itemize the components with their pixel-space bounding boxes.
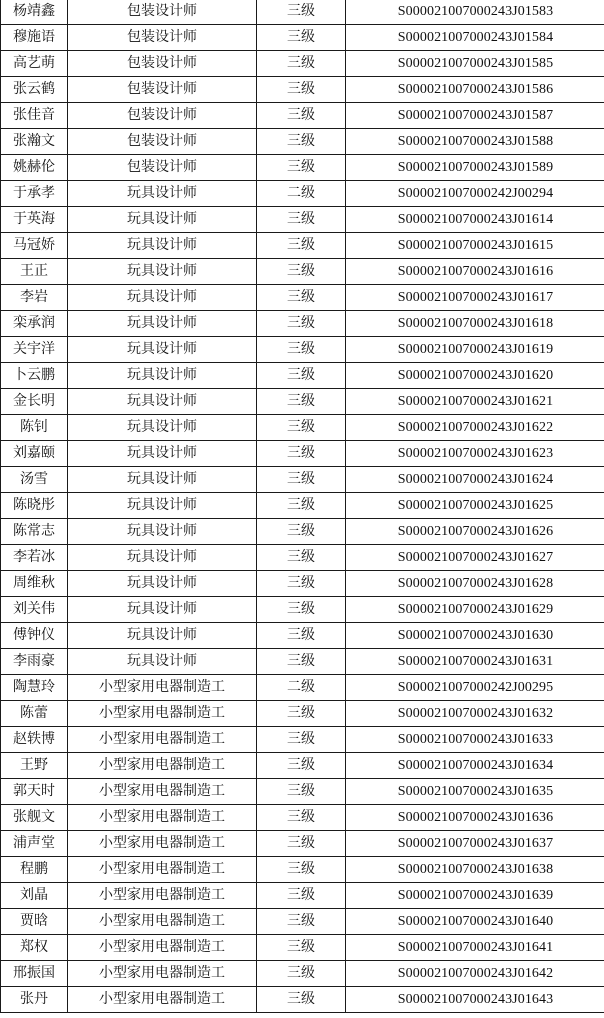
certificate-number-cell: S000021007000243J01643: [346, 987, 604, 1013]
certificate-number-cell: S000021007000243J01620: [346, 363, 604, 389]
table-row: [1, 311, 604, 337]
occupation-cell: 玩具设计师: [68, 181, 257, 207]
certificate-number-cell: S000021007000242J00295: [346, 675, 604, 701]
table-row: [1, 363, 604, 389]
certificate-number-cell: S000021007000243J01634: [346, 753, 604, 779]
table-row: [1, 441, 604, 467]
certificate-number-cell: S000021007000243J01630: [346, 623, 604, 649]
certificate-number-cell: S000021007000243J01639: [346, 883, 604, 909]
person-name-cell: 浦声堂: [1, 831, 68, 857]
certificate-number-cell: S000021007000243J01621: [346, 389, 604, 415]
table-row: [1, 649, 604, 675]
certificate-number-cell: S000021007000243J01637: [346, 831, 604, 857]
occupation-cell: 玩具设计师: [68, 389, 257, 415]
person-name-cell: 刘晶: [1, 883, 68, 909]
person-name-cell: 杨靖鑫: [1, 0, 68, 25]
certificate-number-cell: S000021007000243J01616: [346, 259, 604, 285]
certificate-number-cell: S000021007000243J01619: [346, 337, 604, 363]
table-row: [1, 727, 604, 753]
occupation-cell: 玩具设计师: [68, 597, 257, 623]
certificate-number-cell: S000021007000243J01586: [346, 77, 604, 103]
table-row: [1, 285, 604, 311]
occupation-cell: 小型家用电器制造工: [68, 701, 257, 727]
skill-level-cell: 三级: [257, 961, 346, 987]
occupation-cell: 包装设计师: [68, 51, 257, 77]
person-name-cell: 张丹: [1, 987, 68, 1013]
skill-level-cell: 三级: [257, 545, 346, 571]
occupation-cell: 玩具设计师: [68, 545, 257, 571]
table-row: [1, 181, 604, 207]
skill-level-cell: 三级: [257, 285, 346, 311]
certificate-number-cell: S000021007000243J01626: [346, 519, 604, 545]
certificate-number-cell: S000021007000243J01633: [346, 727, 604, 753]
table-row: [1, 805, 604, 831]
roster-table-body: [1, 0, 604, 1013]
certificate-number-cell: S000021007000243J01614: [346, 207, 604, 233]
table-row: [1, 857, 604, 883]
person-name-cell: 贾晗: [1, 909, 68, 935]
table-row: [1, 103, 604, 129]
person-name-cell: 刘关伟: [1, 597, 68, 623]
skill-level-cell: 三级: [257, 857, 346, 883]
occupation-cell: 玩具设计师: [68, 441, 257, 467]
person-name-cell: 程鹏: [1, 857, 68, 883]
certificate-number-cell: S000021007000243J01623: [346, 441, 604, 467]
skill-level-cell: 三级: [257, 753, 346, 779]
skill-level-cell: 三级: [257, 597, 346, 623]
skill-level-cell: 三级: [257, 129, 346, 155]
person-name-cell: 赵轶博: [1, 727, 68, 753]
table-row: [1, 129, 604, 155]
skill-level-cell: 二级: [257, 181, 346, 207]
occupation-cell: 玩具设计师: [68, 467, 257, 493]
person-name-cell: 张佳音: [1, 103, 68, 129]
skill-level-cell: 三级: [257, 103, 346, 129]
table-row: [1, 909, 604, 935]
person-name-cell: 王正: [1, 259, 68, 285]
skill-level-cell: 三级: [257, 519, 346, 545]
skill-level-cell: 三级: [257, 701, 346, 727]
certificate-number-cell: S000021007000243J01635: [346, 779, 604, 805]
table-row: [1, 519, 604, 545]
table-row: [1, 883, 604, 909]
skill-level-cell: 三级: [257, 909, 346, 935]
table-row: [1, 623, 604, 649]
certificate-number-cell: S000021007000243J01618: [346, 311, 604, 337]
certificate-number-cell: S000021007000243J01629: [346, 597, 604, 623]
occupation-cell: 玩具设计师: [68, 363, 257, 389]
table-row: [1, 493, 604, 519]
table-row: [1, 51, 604, 77]
person-name-cell: 于英海: [1, 207, 68, 233]
person-name-cell: 陈晓彤: [1, 493, 68, 519]
certificate-number-cell: S000021007000243J01628: [346, 571, 604, 597]
skill-level-cell: 二级: [257, 675, 346, 701]
certificate-number-cell: S000021007000243J01583: [346, 0, 604, 25]
occupation-cell: 小型家用电器制造工: [68, 935, 257, 961]
certificate-number-cell: S000021007000243J01588: [346, 129, 604, 155]
skill-level-cell: 三级: [257, 441, 346, 467]
skill-level-cell: 三级: [257, 363, 346, 389]
occupation-cell: 玩具设计师: [68, 493, 257, 519]
person-name-cell: 王野: [1, 753, 68, 779]
occupation-cell: 玩具设计师: [68, 259, 257, 285]
occupation-cell: 小型家用电器制造工: [68, 987, 257, 1013]
skill-level-cell: 三级: [257, 415, 346, 441]
certificate-number-cell: S000021007000243J01631: [346, 649, 604, 675]
person-name-cell: 周维秋: [1, 571, 68, 597]
person-name-cell: 姚赫伦: [1, 155, 68, 181]
occupation-cell: 包装设计师: [68, 77, 257, 103]
skill-level-cell: 三级: [257, 805, 346, 831]
occupation-cell: 玩具设计师: [68, 285, 257, 311]
occupation-cell: 玩具设计师: [68, 233, 257, 259]
person-name-cell: 卜云鹏: [1, 363, 68, 389]
skill-level-cell: 三级: [257, 51, 346, 77]
certificate-number-cell: S000021007000243J01584: [346, 25, 604, 51]
table-row: [1, 233, 604, 259]
certificate-number-cell: S000021007000243J01642: [346, 961, 604, 987]
occupation-cell: 玩具设计师: [68, 519, 257, 545]
table-row: [1, 155, 604, 181]
occupation-cell: 小型家用电器制造工: [68, 961, 257, 987]
occupation-cell: 玩具设计师: [68, 311, 257, 337]
person-name-cell: 穆施语: [1, 25, 68, 51]
skill-level-cell: 三级: [257, 259, 346, 285]
person-name-cell: 陈常志: [1, 519, 68, 545]
person-name-cell: 李雨豪: [1, 649, 68, 675]
occupation-cell: 玩具设计师: [68, 415, 257, 441]
person-name-cell: 刘嘉颐: [1, 441, 68, 467]
certificate-number-cell: S000021007000243J01636: [346, 805, 604, 831]
certificate-number-cell: S000021007000243J01627: [346, 545, 604, 571]
occupation-cell: 小型家用电器制造工: [68, 727, 257, 753]
skill-level-cell: 三级: [257, 233, 346, 259]
certificate-number-cell: S000021007000243J01587: [346, 103, 604, 129]
certificate-number-cell: S000021007000243J01622: [346, 415, 604, 441]
table-row: [1, 961, 604, 987]
table-row: [1, 337, 604, 363]
table-row: [1, 0, 604, 25]
person-name-cell: 汤雪: [1, 467, 68, 493]
person-name-cell: 邢振国: [1, 961, 68, 987]
occupation-cell: 玩具设计师: [68, 623, 257, 649]
table-row: [1, 415, 604, 441]
occupation-cell: 玩具设计师: [68, 571, 257, 597]
table-row: [1, 571, 604, 597]
skill-level-cell: 三级: [257, 493, 346, 519]
occupation-cell: 包装设计师: [68, 25, 257, 51]
certificate-number-cell: S000021007000243J01589: [346, 155, 604, 181]
person-name-cell: 陈钊: [1, 415, 68, 441]
table-row: [1, 597, 604, 623]
occupation-cell: 玩具设计师: [68, 337, 257, 363]
certificate-number-cell: S000021007000243J01638: [346, 857, 604, 883]
occupation-cell: 包装设计师: [68, 155, 257, 181]
occupation-cell: 小型家用电器制造工: [68, 753, 257, 779]
table-row: [1, 935, 604, 961]
occupation-cell: 小型家用电器制造工: [68, 909, 257, 935]
certificate-number-cell: S000021007000243J01615: [346, 233, 604, 259]
skill-level-cell: 三级: [257, 623, 346, 649]
table-row: [1, 389, 604, 415]
skill-level-cell: 三级: [257, 155, 346, 181]
person-name-cell: 高艺萌: [1, 51, 68, 77]
occupation-cell: 小型家用电器制造工: [68, 831, 257, 857]
certificate-number-cell: S000021007000243J01641: [346, 935, 604, 961]
person-name-cell: 郭天时: [1, 779, 68, 805]
occupation-cell: 包装设计师: [68, 0, 257, 25]
skill-level-cell: 三级: [257, 727, 346, 753]
certificate-number-cell: S000021007000243J01632: [346, 701, 604, 727]
skill-level-cell: 三级: [257, 883, 346, 909]
table-row: [1, 77, 604, 103]
table-row: [1, 779, 604, 805]
table-row: [1, 675, 604, 701]
occupation-cell: 玩具设计师: [68, 207, 257, 233]
certificate-number-cell: S000021007000242J00294: [346, 181, 604, 207]
skill-level-cell: 三级: [257, 25, 346, 51]
skill-level-cell: 三级: [257, 337, 346, 363]
skill-level-cell: 三级: [257, 987, 346, 1013]
occupation-cell: 小型家用电器制造工: [68, 805, 257, 831]
certificate-number-cell: S000021007000243J01617: [346, 285, 604, 311]
occupation-cell: 包装设计师: [68, 129, 257, 155]
person-name-cell: 郑权: [1, 935, 68, 961]
certificate-number-cell: S000021007000243J01640: [346, 909, 604, 935]
skill-level-cell: 三级: [257, 77, 346, 103]
certificate-number-cell: S000021007000243J01585: [346, 51, 604, 77]
person-name-cell: 栾承润: [1, 311, 68, 337]
occupation-cell: 小型家用电器制造工: [68, 857, 257, 883]
table-row: [1, 753, 604, 779]
person-name-cell: 马冠娇: [1, 233, 68, 259]
person-name-cell: 于承孝: [1, 181, 68, 207]
occupation-cell: 小型家用电器制造工: [68, 883, 257, 909]
table-row: [1, 25, 604, 51]
skill-level-cell: 三级: [257, 571, 346, 597]
skill-level-cell: 三级: [257, 0, 346, 25]
skill-level-cell: 三级: [257, 311, 346, 337]
person-name-cell: 金长明: [1, 389, 68, 415]
person-name-cell: 傅钟仪: [1, 623, 68, 649]
occupation-cell: 小型家用电器制造工: [68, 675, 257, 701]
occupation-cell: 玩具设计师: [68, 649, 257, 675]
skill-level-cell: 三级: [257, 779, 346, 805]
person-name-cell: 陈蕾: [1, 701, 68, 727]
person-name-cell: 张瀚文: [1, 129, 68, 155]
skill-level-cell: 三级: [257, 935, 346, 961]
table-row: [1, 831, 604, 857]
certificate-number-cell: S000021007000243J01624: [346, 467, 604, 493]
skill-level-cell: 三级: [257, 649, 346, 675]
table-row: [1, 987, 604, 1013]
table-row: [1, 545, 604, 571]
table-row: [1, 259, 604, 285]
person-name-cell: 李若冰: [1, 545, 68, 571]
skill-level-cell: 三级: [257, 467, 346, 493]
skill-level-cell: 三级: [257, 389, 346, 415]
person-name-cell: 张云鹤: [1, 77, 68, 103]
table-row: [1, 207, 604, 233]
occupation-cell: 包装设计师: [68, 103, 257, 129]
person-name-cell: 张舰文: [1, 805, 68, 831]
skill-level-cell: 三级: [257, 831, 346, 857]
skill-level-cell: 三级: [257, 207, 346, 233]
person-name-cell: 关宇洋: [1, 337, 68, 363]
table-row: [1, 467, 604, 493]
person-name-cell: 李岩: [1, 285, 68, 311]
table-row: [1, 701, 604, 727]
person-name-cell: 陶慧玲: [1, 675, 68, 701]
certificate-number-cell: S000021007000243J01625: [346, 493, 604, 519]
occupation-cell: 小型家用电器制造工: [68, 779, 257, 805]
